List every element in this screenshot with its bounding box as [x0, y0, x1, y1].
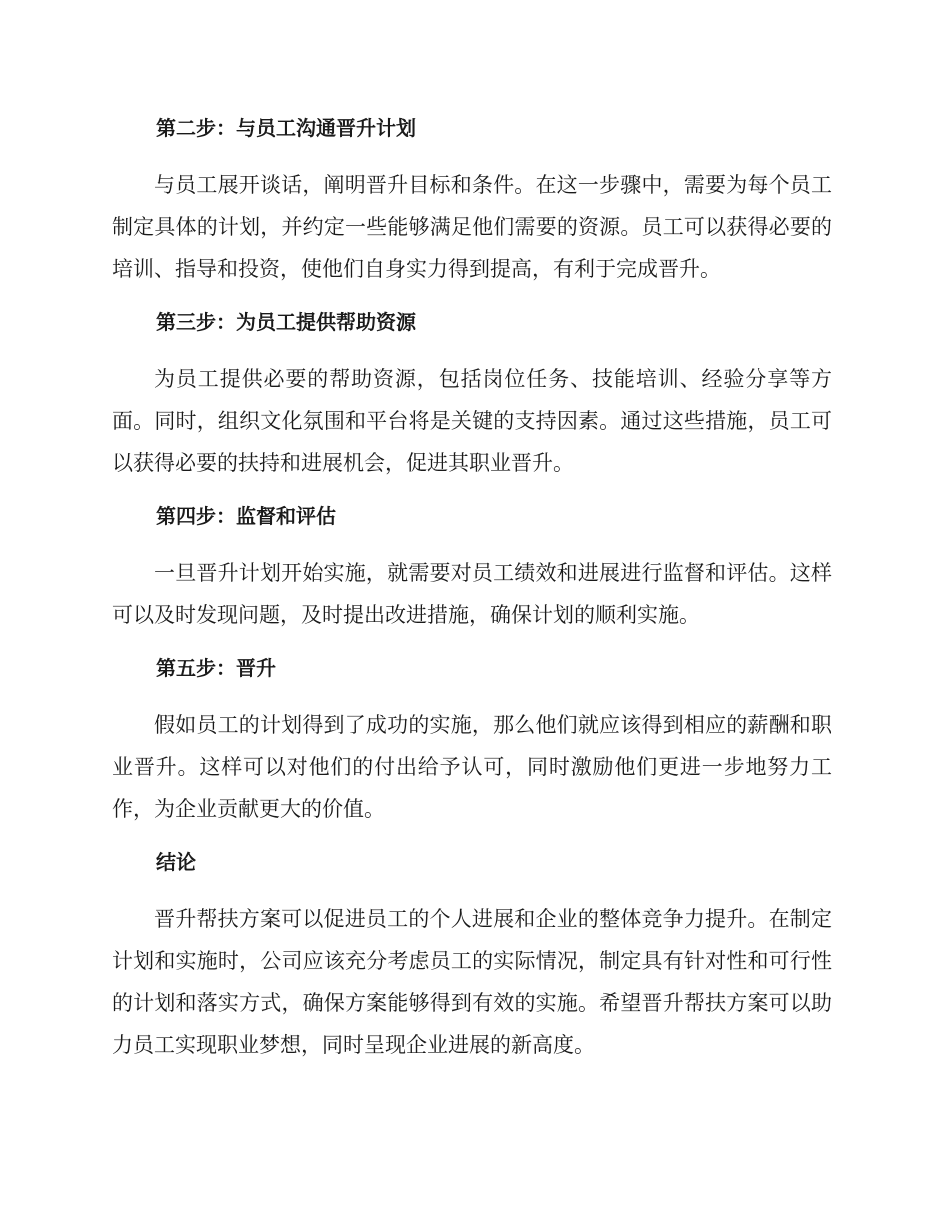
- section-heading-step-2: 第二步：与员工沟通晋升计划: [156, 116, 416, 140]
- section-body-step-2: 与员工展开谈话，阐明晋升目标和条件。在这一步骤中，需要为每个员工制定具体的计划，并约定一些能够满足他们需要的资源。员工可以获得必要的培训、指导和投资，使他们自身实力得到提高，有利于完成晋升。: [112, 173, 832, 281]
- section-body-step-3: 为员工提供必要的帮助资源，包括岗位任务、技能培训、经验分享等方面。同时，组织文化氛围和平台将是关键的支持因素。通过这些措施，员工可以获得必要的扶持和进展机会，促进其职业晋升。: [112, 367, 832, 475]
- section-heading-conclusion: 结论: [156, 850, 196, 874]
- section-body-conclusion: 晋升帮扶方案可以促进员工的个人进展和企业的整体竞争力提升。在制定计划和实施时，公司应该充分考虑员工的实际情况，制定具有针对性和可行性的计划和落实方式，确保方案能够得到有效的实施。希望晋升帮扶方案可以助力员工实现职业梦想，同时呈现企业进展的新高度。: [112, 907, 832, 1057]
- section-body-step-4: 一旦晋升计划开始实施，就需要对员工绩效和进展进行监督和评估。这样可以及时发现问题，及时提出改进措施，确保计划的顺利实施。: [112, 561, 832, 627]
- section-heading-step-4: 第四步：监督和评估: [156, 504, 336, 528]
- document-page: [112, 108, 832, 1078]
- section-body-step-5: 假如员工的计划得到了成功的实施，那么他们就应该得到相应的薪酬和职业晋升。这样可以对他们的付出给予认可，同时激励他们更进一步地努力工作，为企业贡献更大的价值。: [112, 713, 832, 821]
- section-heading-step-5: 第五步：晋升: [156, 656, 276, 680]
- section-heading-step-3: 第三步：为员工提供帮助资源: [156, 310, 416, 334]
